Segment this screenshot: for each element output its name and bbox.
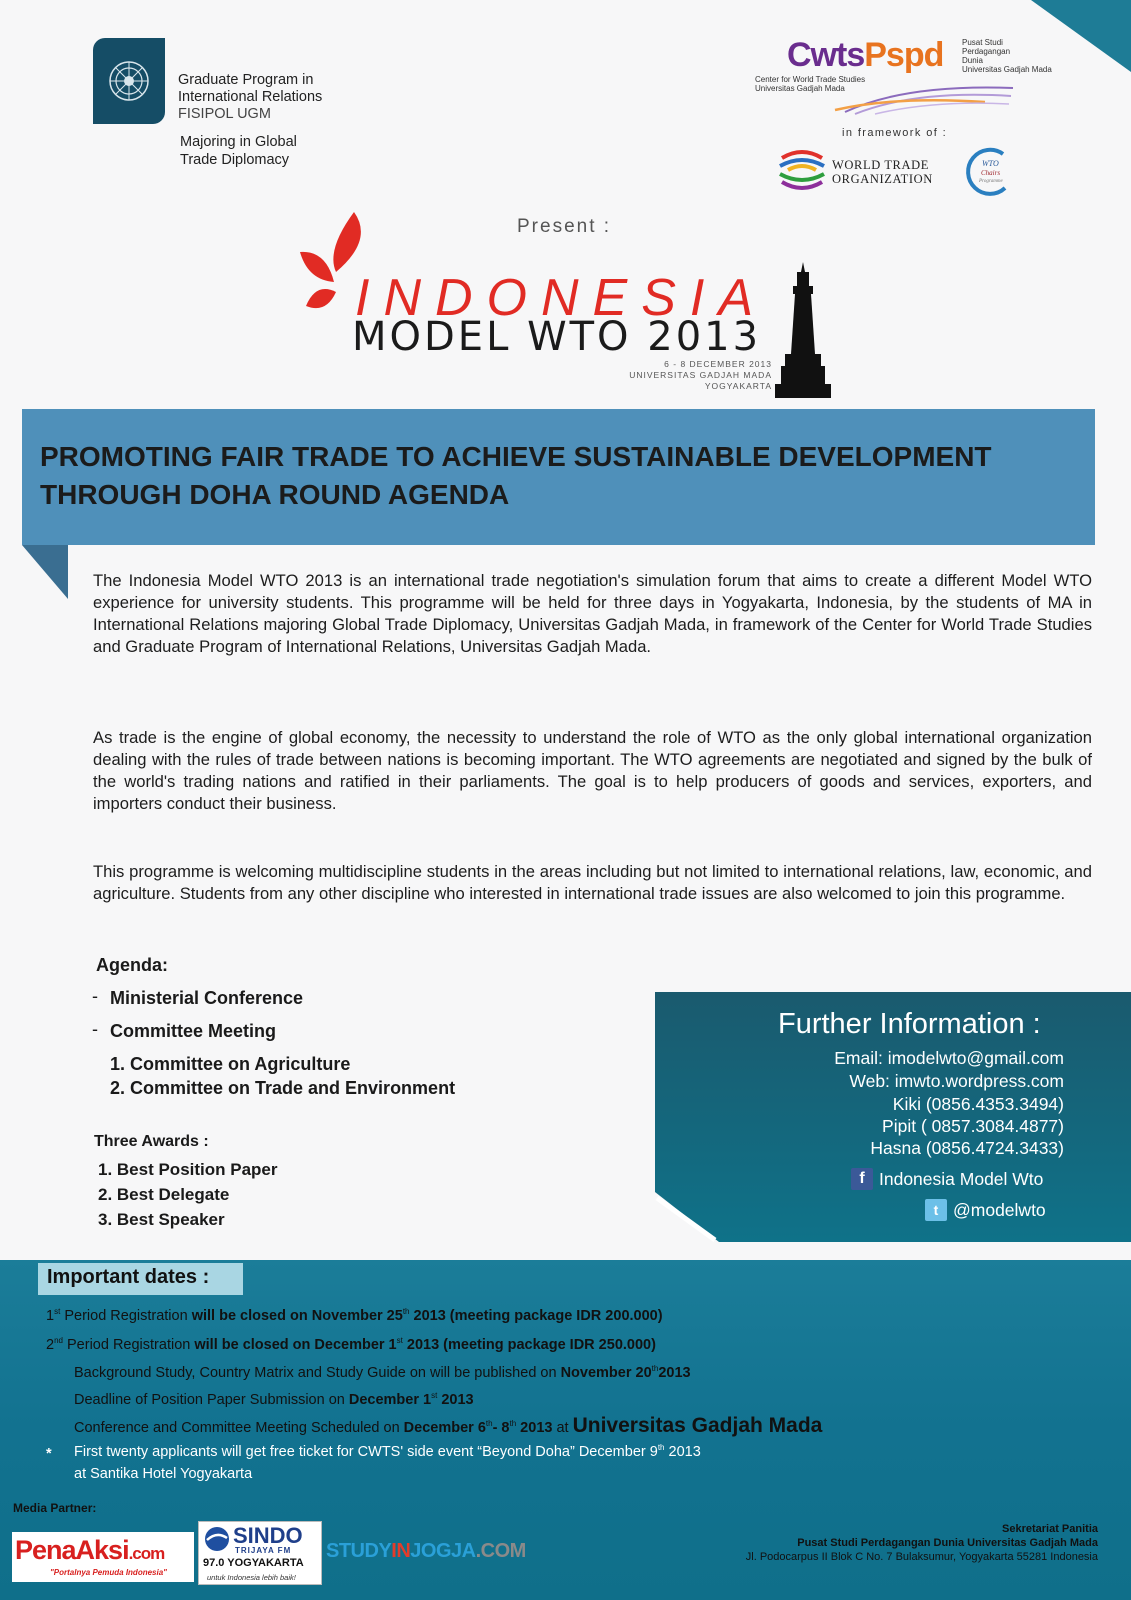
agenda-dash: - (92, 986, 98, 1006)
cwts-sub2: Universitas Gadjah Mada (755, 84, 845, 93)
d1-b: will be closed on November 25 (191, 1307, 403, 1324)
chairs-chairs-text: Chairs (981, 169, 1001, 177)
date-position-paper (74, 1391, 474, 1408)
secretariat-info (746, 1522, 1098, 1564)
cwts-side1: Pusat Studi (962, 38, 1003, 47)
chairs-wto-text: WTO (982, 159, 999, 168)
event-date: 6 - 8 DECEMBER 2013 (664, 359, 772, 369)
ugm-logo (93, 38, 165, 124)
date-free-ticket (74, 1443, 701, 1460)
trade-paragraph: As trade is the engine of global economy, the necessity to understand the role of WTO as the only global international organization dealing with the rules of trade between nations is becoming important. The WTO agreements are negotiated and signed by the bulk of the world's trading nations and ratified in their parliaments. The goal is to help producers of goods and services, exporters, and importers conduct their business. (93, 728, 1092, 813)
cwts-sub1: Center for World Trade Studies (755, 75, 866, 84)
d2-sup2: st (396, 1336, 403, 1345)
date-second-registration (46, 1336, 656, 1353)
study-d: .COM (475, 1540, 526, 1562)
d5-b: December 6 (403, 1420, 486, 1436)
tugu-monument-icon (775, 262, 831, 398)
secretariat-org: Pusat Studi Perdagangan Dunia Universitas Gadjah Mada (797, 1537, 1098, 1549)
d2-a: Period Registration (62, 1336, 195, 1353)
d4-b: December 1 (348, 1391, 432, 1408)
awards-title: Three Awards : (94, 1133, 209, 1150)
twitter-icon: t (925, 1199, 947, 1221)
wto-line1: WORLD TRADE (832, 158, 929, 172)
d4-sup: st (431, 1391, 438, 1400)
cwts-side3: Dunia (962, 56, 983, 65)
d4-c: 2013 (437, 1391, 474, 1408)
model-wto-word: MODEL WTO 2013 (352, 314, 762, 360)
cwts-sub-text (755, 75, 865, 93)
wto-line2: ORGANIZATION (832, 172, 933, 186)
d1-sup: st (54, 1307, 61, 1316)
twitter-label: @modelwto (953, 1199, 1046, 1220)
d4-a: Deadline of Position Paper Submission on (74, 1391, 349, 1408)
d5-sup2: th (509, 1419, 517, 1429)
eligibility-paragraph: This programme is welcoming multidiscipline students in the areas including but not limited to international relations, law, economic, and agriculture. Students from any other discipline who interested in international trade issues are also welcomed to join this programme. (93, 862, 1092, 903)
contact-kiki: Kiki (0856.4353.3494) (892, 1094, 1064, 1114)
date-venue-hotel: at Santika Hotel Yogyakarta (74, 1466, 253, 1482)
d5-e: at (552, 1420, 573, 1436)
penaaksi-com: .com (128, 1544, 165, 1563)
ugm-line2: International Relations (178, 89, 323, 105)
ugm-seal-icon (107, 59, 151, 103)
event-city: YOGYAKARTA (704, 381, 772, 391)
d2-num: 2 (46, 1336, 55, 1353)
d2-b: will be closed on December 1 (194, 1336, 397, 1353)
contact-hasna: Hasna (0856.4724.3433) (870, 1138, 1064, 1158)
sindo-trijaya-logo (198, 1521, 322, 1585)
theme-line2: THROUGH DOHA ROUND AGENDA (40, 479, 510, 510)
ugm-major2: Trade Diplomacy (180, 152, 290, 168)
facebook-link[interactable] (851, 1168, 1043, 1190)
agenda-item-committee: Committee Meeting (110, 1021, 277, 1041)
ugm-line1: Graduate Program in (178, 72, 314, 88)
cwts-logo (755, 36, 1075, 116)
d3-a: Background Study, Country Matrix and Study Guide on will be published on (74, 1364, 561, 1381)
study-a: STUDY (326, 1540, 392, 1562)
study-b: IN (391, 1540, 411, 1562)
cwts-part: Cwts (787, 36, 865, 74)
award-delegate: 2. Best Delegate (98, 1185, 230, 1204)
d6-sup: th (657, 1443, 665, 1452)
agenda-dash: - (92, 1019, 98, 1039)
contact-web[interactable]: Web: imwto.wordpress.com (849, 1071, 1064, 1091)
penaaksi-name: PenaAksi (15, 1535, 129, 1565)
facebook-label: Indonesia Model Wto (879, 1168, 1044, 1189)
d6-a: First twenty applicants will get free ticket for CWTS' side event “Beyond Doha” December 9 (74, 1443, 658, 1460)
info-corner-stripe (655, 1196, 719, 1242)
d5-a: Conference and Committee Meeting Scheduled on (74, 1420, 404, 1436)
wto-chairs-icon (965, 146, 1015, 196)
sindo-frequency: 97.0 YOGYAKARTA (203, 1557, 304, 1569)
indonesia-word: INDONESIA (355, 269, 768, 327)
agenda-sub-agriculture: 1. Committee on Agriculture (110, 1054, 351, 1074)
agenda-sub-trade-env: 2. Committee on Trade and Environment (110, 1078, 456, 1098)
star-mark: * (46, 1446, 52, 1462)
facebook-icon: f (851, 1168, 873, 1190)
d5-d: 2013 (516, 1420, 553, 1436)
cwts-name (787, 36, 943, 75)
contact-pipit: Pipit ( 0857.3084.4877) (882, 1116, 1064, 1136)
present-label: Present : (517, 216, 612, 237)
chairs-programme-text: Programme (979, 179, 1003, 184)
d6-end: 2013 (664, 1443, 701, 1460)
sindo-tagline: untuk Indonesia lebih baik! (207, 1573, 296, 1582)
wto-chairs-logo (965, 146, 1015, 201)
theme-title (40, 438, 1090, 514)
banner-fold (22, 545, 68, 599)
d3-c: 2013 (658, 1364, 691, 1381)
d1-sup2: th (402, 1307, 410, 1316)
ugm-major1: Majoring in Global (180, 134, 297, 150)
agenda-item-ministerial: Ministerial Conference (110, 988, 304, 1008)
d1-num: 1 (46, 1307, 55, 1324)
study-c: JOGJA (410, 1540, 476, 1562)
important-dates-title: Important dates : (47, 1266, 210, 1288)
sindo-globe-icon (203, 1525, 231, 1553)
theme-line1: PROMOTING FAIR TRADE TO ACHIEVE SUSTAINABLE DEVELOPMENT (40, 441, 992, 472)
date-first-registration (46, 1307, 663, 1324)
date-conference (74, 1414, 822, 1438)
wto-name (832, 158, 933, 186)
secretariat-title: Sekretariat Panitia (1002, 1523, 1098, 1535)
sindo-trijaya: TRIJAYA FM (235, 1546, 292, 1555)
wto-logo-icon (778, 148, 826, 192)
ugm-major-text (180, 133, 297, 169)
cwts-side2: Perdagangan (962, 47, 1011, 56)
date-background-study (74, 1364, 691, 1381)
award-speaker: 3. Best Speaker (98, 1210, 225, 1229)
penaaksi-wordmark (15, 1535, 164, 1566)
event-venue: UNIVERSITAS GADJAH MADA (629, 370, 772, 380)
studyinjogja-logo (326, 1540, 526, 1563)
cwts-side4: Universitas Gadjah Mada (962, 65, 1052, 74)
d3-sup: th (651, 1364, 659, 1373)
d5-venue: Universitas Gadjah Mada (572, 1414, 823, 1437)
penaaksi-logo (12, 1532, 194, 1582)
twitter-link[interactable] (925, 1199, 1046, 1221)
event-date-venue (590, 359, 772, 392)
award-position-paper: 1. Best Position Paper (98, 1160, 278, 1179)
secretariat-address: Jl. Podocarpus II Blok C No. 7 Bulaksumur, Yogyakarta 55281 Indonesia (745, 1551, 1098, 1563)
d5-sup: th (485, 1419, 493, 1429)
further-info-title: Further Information : (778, 1008, 1041, 1040)
d5-c: - 8 (492, 1420, 510, 1436)
intro-paragraph: The Indonesia Model WTO 2013 is an international trade negotiation's simulation forum that aims to create a different Model WTO experience for university students. This programme will be held for three days in Yogyakarta, Indonesia, by the students of MA in International Relations majoring Global Trade Diplomacy, Universitas Gadjah Mada, in framework of the Center for World Trade Studies and Graduate Program of International Relations, Universitas Gadjah Mada. (93, 571, 1092, 656)
cwts-side-text (962, 38, 1052, 74)
agenda-title: Agenda: (96, 955, 168, 975)
d1-c: 2013 (meeting package IDR 200.000) (409, 1307, 663, 1324)
framework-label: in framework of : (842, 127, 948, 139)
d1-a: Period Registration (60, 1307, 192, 1324)
d3-b: November 20 (560, 1364, 652, 1381)
media-partner-label: Media Partner: (13, 1501, 97, 1515)
pspd-part: Pspd (864, 36, 944, 74)
ugm-program-text (178, 72, 322, 123)
ugm-line3: FISIPOL UGM (178, 106, 271, 122)
sindo-name: SINDO (233, 1523, 303, 1548)
penaaksi-tagline: "Portalnya Pemuda Indonesia" (50, 1568, 167, 1577)
d2-sup: nd (54, 1336, 63, 1345)
d2-c: 2013 (meeting package IDR 250.000) (402, 1336, 656, 1353)
contact-email[interactable]: Email: imodelwto@gmail.com (834, 1048, 1064, 1068)
